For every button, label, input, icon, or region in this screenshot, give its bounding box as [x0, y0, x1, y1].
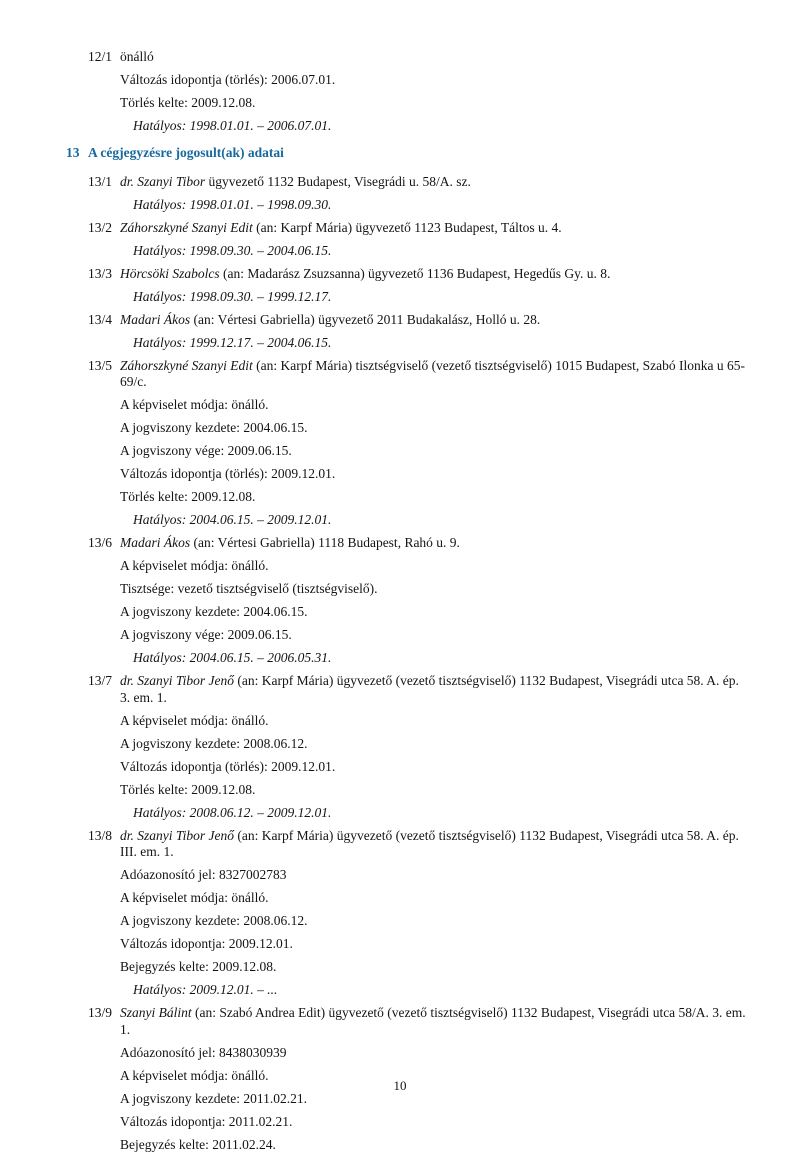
headline-rest: (an: Karpf Mária) ügyvezető (vezető tisztségviselő) 1132 Budapest, Visegrádi utca 58. A. ép. 3. em. 1. — [120, 673, 739, 705]
entry-number: 13/2 — [88, 219, 113, 235]
entry-headline — [120, 266, 748, 283]
entry-number: 13/3 — [88, 265, 113, 281]
entry-number: 13/7 — [88, 673, 113, 688]
registry-entry — [88, 673, 748, 821]
detail-line: A jogviszony vége: 2009.06.15. — [120, 627, 292, 642]
page-number: 10 — [393, 1078, 407, 1093]
person-name: Madari Ákos — [120, 311, 191, 327]
entry-number: 13/4 — [88, 311, 113, 327]
headline-rest: ügyvezető 1132 Budapest, Visegrádi u. 58/A. sz. — [205, 173, 471, 189]
validity-line: Hatályos: 1998.09.30. – 1999.12.17. — [133, 288, 332, 304]
detail-line: A jogviszony kezdete: 2008.06.12. — [120, 735, 308, 751]
registry-entry — [88, 174, 748, 214]
person-name: dr. Szanyi Tibor Jenő — [120, 673, 235, 688]
registry-entry — [88, 220, 748, 260]
section-heading — [66, 144, 748, 161]
detail-line: A képviselet módja: önálló. — [120, 890, 269, 905]
person-name: dr. Szanyi Tibor — [120, 173, 206, 189]
person-name: Záhorszkyné Szanyi Edit — [120, 357, 253, 373]
headline-rest: (an: Karpf Mária) tisztségviselő (vezető tisztségviselő) 1015 Budapest, Szabó Ilonka u 65-69/c. — [120, 357, 745, 389]
person-name: Záhorszkyné Szanyi Edit — [120, 219, 253, 235]
validity-line: Hatályos: 1999.12.17. – 2004.06.15. — [133, 334, 332, 350]
entry-headline — [120, 220, 748, 237]
detail-line: Törlés kelte: 2009.12.08. — [120, 781, 256, 797]
validity-line: Hatályos: 1998.09.30. – 2004.06.15. — [133, 242, 332, 258]
detail-line: Bejegyzés kelte: 2011.02.24. — [120, 1136, 276, 1152]
section-13-entries — [88, 174, 748, 1154]
detail-line: Változás idopontja (törlés): 2009.12.01. — [120, 466, 336, 481]
detail-line: A jogviszony kezdete: 2008.06.12. — [120, 913, 308, 928]
detail-line: Bejegyzés kelte: 2009.12.08. — [120, 959, 277, 974]
detail-line: A képviselet módja: önálló. — [120, 1067, 269, 1083]
detail-line: A képviselet módja: önálló. — [120, 397, 269, 412]
detail-line: Adóazonosító jel: 8438030939 — [120, 1044, 287, 1060]
entry-number: 13/6 — [88, 535, 113, 550]
person-name: Madari Ákos — [120, 535, 191, 550]
entry-headline: önálló — [120, 49, 154, 64]
validity-line: Hatályos: 2009.12.01. – ... — [133, 982, 278, 997]
entry-headline — [120, 358, 748, 391]
registry-entry — [88, 828, 748, 999]
detail-line: A jogviszony kezdete: 2004.06.15. — [120, 420, 308, 435]
headline-rest: (an: Vértesi Gabriella) ügyvezető 2011 Budakalász, Holló u. 28. — [190, 311, 541, 327]
detail-line: A jogviszony vége: 2009.06.15. — [120, 443, 292, 458]
headline-rest: (an: Madarász Zsuzsanna) ügyvezető 1136 Budapest, Hegedűs Gy. u. 8. — [219, 265, 611, 281]
entry-headline — [120, 828, 748, 861]
headline-rest: (an: Szabó Andrea Edit) ügyvezető (vezető tisztségviselő) 1132 Budapest, Visegrádi utca 58/A. 3. em. 1. — [120, 1005, 746, 1037]
registry-entry — [88, 312, 748, 352]
detail-line: Változás idopontja: 2009.12.01. — [120, 936, 293, 951]
registry-entry — [88, 358, 748, 529]
registry-entry-12-1 — [88, 49, 748, 135]
detail-line: A jogviszony kezdete: 2004.06.15. — [120, 604, 308, 619]
detail-line: Törlés kelte: 2009.12.08. — [120, 95, 256, 110]
entry-number: 13/9 — [88, 1005, 113, 1020]
validity-line: Hatályos: 1998.01.01. – 2006.07.01. — [133, 118, 332, 133]
entry-headline — [120, 535, 748, 552]
detail-line: Tisztsége: vezető tisztségviselő (tisztségviselő). — [120, 581, 378, 596]
detail-line: Változás idopontja: 2011.02.21. — [120, 1113, 293, 1129]
validity-line: Hatályos: 1998.01.01. – 1998.09.30. — [133, 196, 332, 212]
detail-line: Változás idopontja (törlés): 2006.07.01. — [120, 72, 336, 87]
registry-entry — [88, 266, 748, 306]
entry-number: 13/8 — [88, 827, 113, 843]
section-number: 13 — [66, 144, 80, 160]
entry-number: 13/5 — [88, 357, 113, 373]
entry-number: 12/1 — [88, 49, 113, 64]
document-body — [66, 49, 748, 1160]
person-name: Szanyi Bálint — [120, 1005, 192, 1020]
person-name: Hörcsöki Szabolcs — [120, 265, 220, 281]
detail-line: Törlés kelte: 2009.12.08. — [120, 489, 256, 504]
validity-line: Hatályos: 2004.06.15. – 2006.05.31. — [133, 650, 332, 665]
entry-headline — [120, 1005, 748, 1038]
detail-line: A képviselet módja: önálló. — [120, 712, 269, 728]
entry-number: 13/1 — [88, 173, 113, 189]
validity-line: Hatályos: 2004.06.15. – 2009.12.01. — [133, 512, 332, 527]
registry-entry — [88, 535, 748, 667]
person-name: dr. Szanyi Tibor Jenő — [120, 827, 235, 843]
headline-rest: (an: Karpf Mária) ügyvezető (vezető tisztségviselő) 1132 Budapest, Visegrádi utca 58. A. ép. III. em. 1. — [120, 827, 739, 859]
entry-headline — [120, 174, 748, 191]
headline-rest: (an: Karpf Mária) ügyvezető 1123 Budapest, Táltos u. 4. — [252, 219, 562, 235]
section-title: A cégjegyzésre jogosult(ak) adatai — [88, 144, 284, 160]
headline-rest: (an: Vértesi Gabriella) 1118 Budapest, Rahó u. 9. — [190, 535, 460, 550]
detail-line: Adóazonosító jel: 8327002783 — [120, 867, 287, 882]
entry-headline — [120, 673, 748, 706]
detail-line: Változás idopontja (törlés): 2009.12.01. — [120, 758, 336, 774]
entry-headline — [120, 312, 748, 329]
detail-line: A jogviszony kezdete: 2011.02.21. — [120, 1090, 307, 1106]
detail-line: A képviselet módja: önálló. — [120, 558, 269, 573]
validity-line: Hatályos: 2008.06.12. – 2009.12.01. — [133, 804, 332, 820]
